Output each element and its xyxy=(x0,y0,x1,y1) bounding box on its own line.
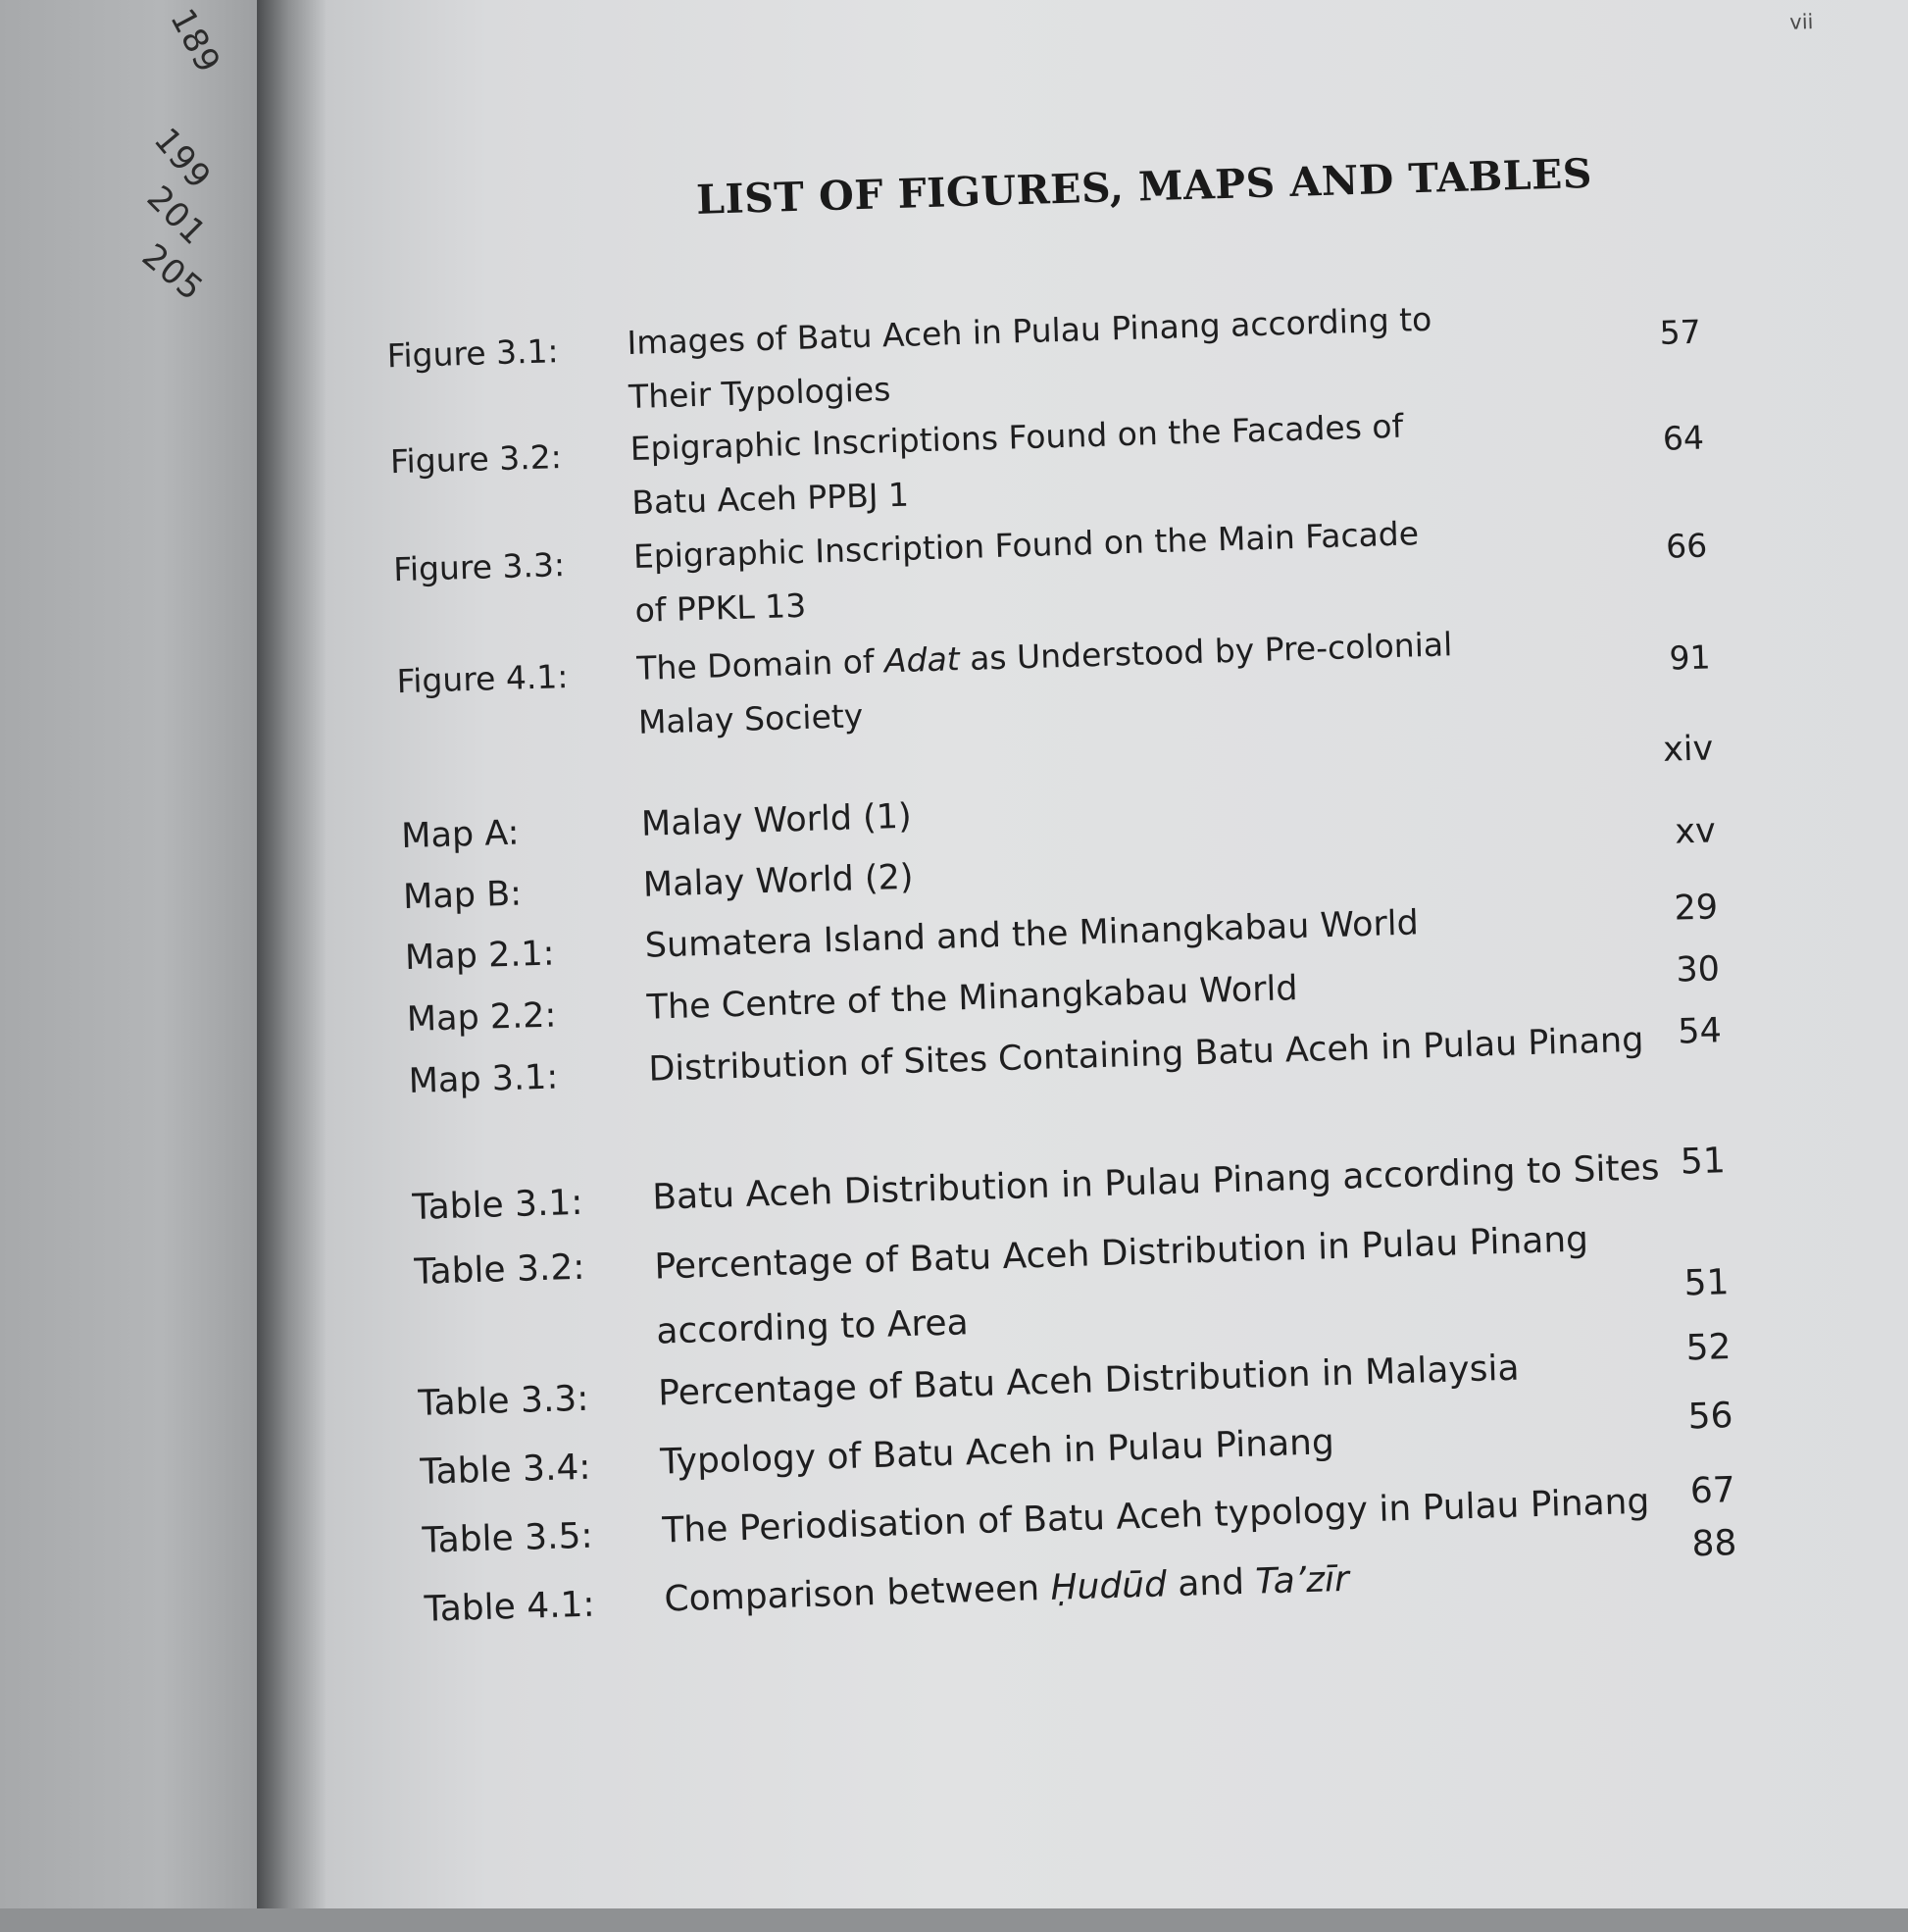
map-label: Map B: xyxy=(402,874,523,918)
previous-page xyxy=(0,0,294,1908)
map-page-number: 30 xyxy=(1675,949,1721,991)
map-description: Malay World (2) xyxy=(642,857,915,905)
figure-desc-line: Epigraphic Inscriptions Found on the Facades of xyxy=(629,406,1404,469)
page-title: LIST OF FIGURES, MAPS AND TABLES xyxy=(695,149,1593,224)
table-label: Table 3.2: xyxy=(413,1246,585,1293)
figure-desc-line: Images of Batu Aceh in Pulau Pinang according to xyxy=(626,299,1432,363)
map-label: Map A: xyxy=(400,813,521,857)
figure-page-number: 64 xyxy=(1662,418,1705,458)
map-description: The Centre of the Minangkabau World xyxy=(646,969,1299,1028)
book-gutter-shadow xyxy=(257,0,326,1908)
map-label: Map 2.1: xyxy=(404,934,556,979)
italic-term: Adat xyxy=(883,639,961,681)
table-page-number: 88 xyxy=(1690,1523,1737,1565)
table-description: Batu Aceh Distribution in Pulau Pinang according to Sites xyxy=(651,1147,1660,1218)
figure-entry xyxy=(389,404,1705,523)
page-content xyxy=(319,0,1908,1932)
table-page-number: 51 xyxy=(1680,1141,1727,1183)
figure-entry xyxy=(386,298,1702,417)
table-description: Typology of Batu Aceh in Pulau Pinang xyxy=(659,1422,1335,1483)
table-description: Comparison between Ḥudūd and Ta’zīr xyxy=(663,1558,1350,1620)
table-page-number: 56 xyxy=(1687,1396,1734,1438)
table-entry xyxy=(411,1141,1727,1228)
table-page-number: 67 xyxy=(1689,1470,1736,1512)
left-page-number-2: 199 xyxy=(145,121,220,197)
italic-term: Ta’zīr xyxy=(1254,1558,1350,1602)
table-label: Table 3.1: xyxy=(411,1182,584,1228)
table-label: Table 4.1: xyxy=(424,1584,596,1630)
map-page-number: xv xyxy=(1674,811,1717,852)
figure-label: Figure 3.3: xyxy=(392,545,566,589)
map-label: Map 2.2: xyxy=(406,995,557,1041)
figure-label: Figure 3.2: xyxy=(389,437,563,482)
figure-entry xyxy=(392,512,1708,630)
left-page-number-4: 205 xyxy=(134,235,211,310)
page-number: vii xyxy=(1788,10,1814,34)
figure-desc-line: of PPKL 13 xyxy=(634,585,807,630)
map-description: Sumatera Island and the Minangkabau World xyxy=(644,903,1420,966)
figure-entry xyxy=(396,623,1712,741)
table-desc-line: according to Area xyxy=(655,1302,970,1352)
table-description: Percentage of Batu Aceh Distribution in Malaysia xyxy=(657,1347,1521,1414)
figure-page-number: 57 xyxy=(1659,312,1702,352)
map-page-number: xiv xyxy=(1662,729,1714,770)
map-description: Distribution of Sites Containing Batu Aceh in Pulau Pinang xyxy=(647,1020,1644,1090)
table-label: Table 3.5: xyxy=(422,1515,594,1561)
table-desc-line: Percentage of Batu Aceh Distribution in Pulau Pinang xyxy=(653,1219,1589,1288)
left-page-number-3: 201 xyxy=(138,178,215,254)
map-page-number: 29 xyxy=(1673,888,1719,929)
table-page-number: 52 xyxy=(1684,1327,1732,1369)
map-description: Malay World (1) xyxy=(640,796,913,844)
figure-description xyxy=(636,616,1482,748)
figure-desc-line: Epigraphic Inscription Found on the Main Facade xyxy=(632,514,1420,576)
figure-desc-line: Malay Society xyxy=(637,696,864,741)
figure-desc-line: The Domain of Adat as Understood by Pre-colonial xyxy=(635,625,1453,687)
figure-desc-line: Batu Aceh PPBJ 1 xyxy=(630,475,910,523)
figure-desc-line: Their Typologies xyxy=(628,370,891,417)
italic-term: Ḥudūd xyxy=(1049,1564,1168,1608)
figure-label: Figure 3.1: xyxy=(386,331,560,376)
book-page xyxy=(294,0,1908,1908)
table-label: Table 3.3: xyxy=(417,1378,589,1424)
map-label: Map 3.1: xyxy=(408,1057,559,1102)
map-page-number: 54 xyxy=(1677,1011,1723,1052)
figure-page-number: 66 xyxy=(1665,526,1708,566)
table-page-number: 51 xyxy=(1683,1262,1731,1304)
table-description: The Periodisation of Batu Aceh typology in Pulau Pinang xyxy=(661,1481,1650,1551)
left-page-number-1: 189 xyxy=(162,2,228,80)
figure-page-number: 91 xyxy=(1668,637,1712,678)
table-label: Table 3.4: xyxy=(419,1447,592,1493)
figure-label: Figure 4.1: xyxy=(396,657,570,701)
